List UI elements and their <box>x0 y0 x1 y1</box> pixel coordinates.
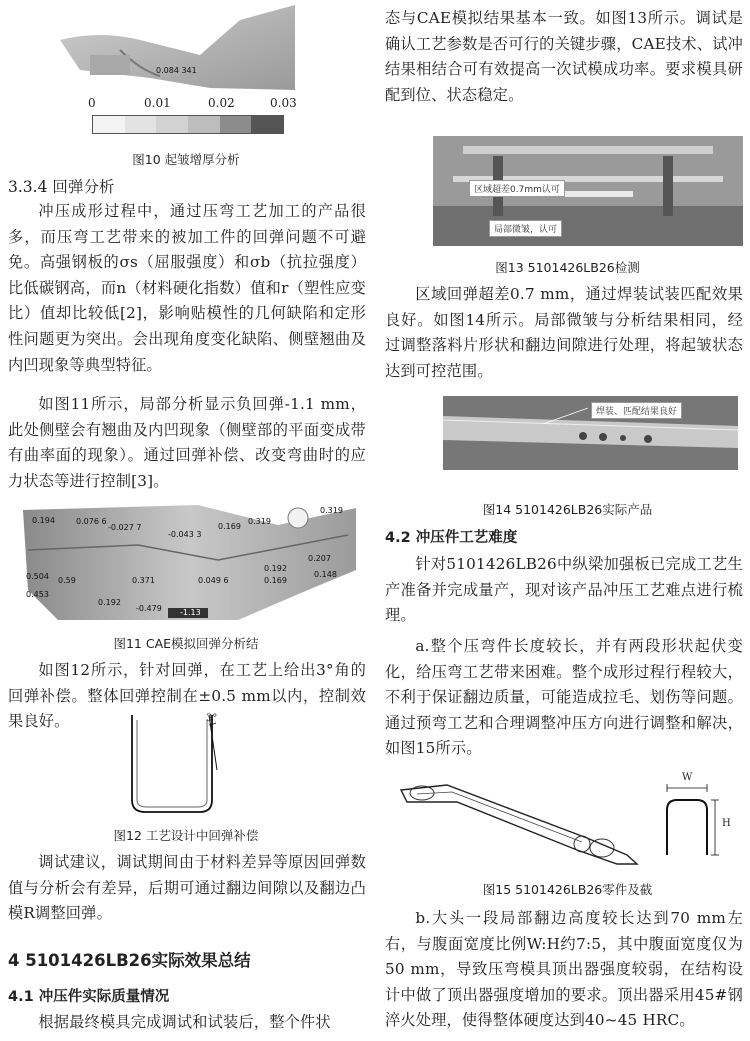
left-paragraph-3: 如图12所示，针对回弹，在工艺上给出3°角的回弹补偿。整体回弹控制在±0.5 mm以内，控制效果良好。 <box>8 661 366 731</box>
value-label: 0.169 <box>264 576 287 585</box>
fig15-caption: 图15 5101426LB26零件及截 <box>482 882 653 897</box>
left-paragraph-4: 调试建议，调试期间由于材料差异等原因回弹数值与分析会有差异，后期可通过翻边间隙以及翻边凸模R调整回弹。 <box>8 853 366 923</box>
value-label: -1.13 <box>180 608 201 617</box>
figure-12-springback-compensation <box>120 710 230 822</box>
section-4-2-paragraph-b: b.大头一段局部翻边高度较长达到70 mm左右，与腹面宽度比例W:H约7:5，其中腹面宽度仅为50 mm，导致压弯模具顶出器强度较弱，在结构设计中做了顶出器强度增加的要求。顶出器采用45#钢淬火处理，使得整体硬度达到40~45 HRC。 <box>385 909 743 1030</box>
value-label: -0.027 7 <box>108 523 142 532</box>
fig13-caption: 图13 5101426LB26检测 <box>495 260 640 275</box>
value-label: -0.043 3 <box>168 530 202 539</box>
figure-14-image <box>443 396 738 470</box>
figure-10-image <box>60 0 300 95</box>
fig14-caption: 图14 5101426LB26实际产品 <box>482 502 653 517</box>
value-label: 0.207 <box>308 554 331 563</box>
value-label: 0.076 6 <box>76 517 107 526</box>
figure-11-image <box>18 500 356 622</box>
color-scale-bar <box>92 115 284 134</box>
scale-tick-3: 0.03 <box>270 96 297 110</box>
scale-tick-1: 0.01 <box>144 96 171 110</box>
value-label: 0.319 <box>320 506 343 515</box>
left-paragraph-2: 如图11所示，局部分析显示负回弹-1.1 mm，此处侧壁会有翘曲及内凹现象（侧壁部的平面变成带有曲率面的现象）。通过回弹补偿、改变弯曲时的应力状态等进行控制[3]。 <box>8 395 366 490</box>
section-4-2-heading: 4.2 冲压件工艺难度 <box>385 530 518 546</box>
figure-13-image <box>433 136 743 246</box>
right-paragraph-1: 区域回弹超差0.7 mm，通过焊装试装匹配效果良好。如图14所示。局部微皱与分析结果相同，经过调整落料片形状和翻边间隙进行处理，将起皱状态达到可控范围。 <box>385 285 743 380</box>
value-label: 0.504 <box>26 572 49 581</box>
product-label: 焊装、匹配结果良好 <box>591 402 682 419</box>
value-label: 0.192 <box>98 598 121 607</box>
width-label: W <box>682 772 693 783</box>
value-label: 0.319 <box>248 517 271 526</box>
value-label: 0.148 <box>314 570 337 579</box>
height-label: H <box>722 818 731 829</box>
value-label: 0.59 <box>58 576 76 585</box>
fig11-caption: 图11 CAE模拟回弹分析结 <box>113 636 259 651</box>
right-paragraph-0: 态与CAE模拟结果基本一致。如图13所示。调试是确认工艺参数是否可行的关键步骤，CAE技术、试冲结果相结合可有效提高一次试模成功率。要求模具研配到位、状态稳定。 <box>385 9 743 104</box>
value-label: 0.192 <box>264 564 287 573</box>
section-4-1-paragraph: 根据最终模具完成调试和试装后，整个件状 <box>38 1013 331 1031</box>
fig12-caption: 图12 工艺设计中回弹补偿 <box>113 828 259 843</box>
scale-tick-0: 0 <box>88 96 96 110</box>
left-paragraph-1: 冲压成形过程中，通过压弯工艺加工的产品很多，而压弯工艺带来的被加工件的回弹问题不可避免。高强钢板的σs（屈服强度）和σb（抗拉强度）比低碳钢高，而n（材料硬化指数）值和r（塑性应变比）值却比较低[2]，影响贴模性的几何缺陷和定形性问题更为突出。会出现角度变化缺陷、侧壁翘曲及内凹现象等典型特征。 <box>8 202 366 374</box>
inspection-label-2: 局部微皱，认可 <box>489 220 562 237</box>
springback-simulation-graphic <box>18 500 356 622</box>
section-4-1-heading: 4.1 冲压件实际质量情况 <box>8 989 170 1005</box>
wrinkle-simulation-graphic <box>60 0 300 95</box>
value-label: 0.049 6 <box>198 576 229 585</box>
inspection-label-1: 区域超差0.7mm认可 <box>469 180 565 197</box>
scale-tick-2: 0.02 <box>208 96 235 110</box>
section-3-3-4-heading: 3.3.4 回弹分析 <box>8 178 115 196</box>
section-4-2-paragraph-1: 针对5101426LB26中纵梁加强板已完成工艺生产准备并完成量产，现对该产品冲压工艺难点进行梳理。 <box>385 555 743 625</box>
value-label: -0.479 <box>136 604 162 613</box>
value-label: 0.453 <box>26 590 49 599</box>
value-label: 0.169 <box>218 522 241 531</box>
section-4-2-paragraph-a: a.整个压弯件长度较长，并有两段形状起伏变化，给压弯工艺带来困难。整个成形过程行程较大，不利于保证翻边质量，可能造成拉毛、划伤等问题。通过预弯工艺和合理调整冲压方向进行调整和解决，如图15所示。 <box>385 637 743 758</box>
value-label: 0.371 <box>132 576 155 585</box>
fig10-caption: 图10 起皱增厚分析 <box>132 152 240 167</box>
section-4-heading: 4 5101426LB26实际效果总结 <box>8 951 251 970</box>
point-label: 0.084 341 <box>156 66 197 75</box>
compensation-angle-label: 3° <box>206 713 218 724</box>
value-label: 0.194 <box>32 516 55 525</box>
